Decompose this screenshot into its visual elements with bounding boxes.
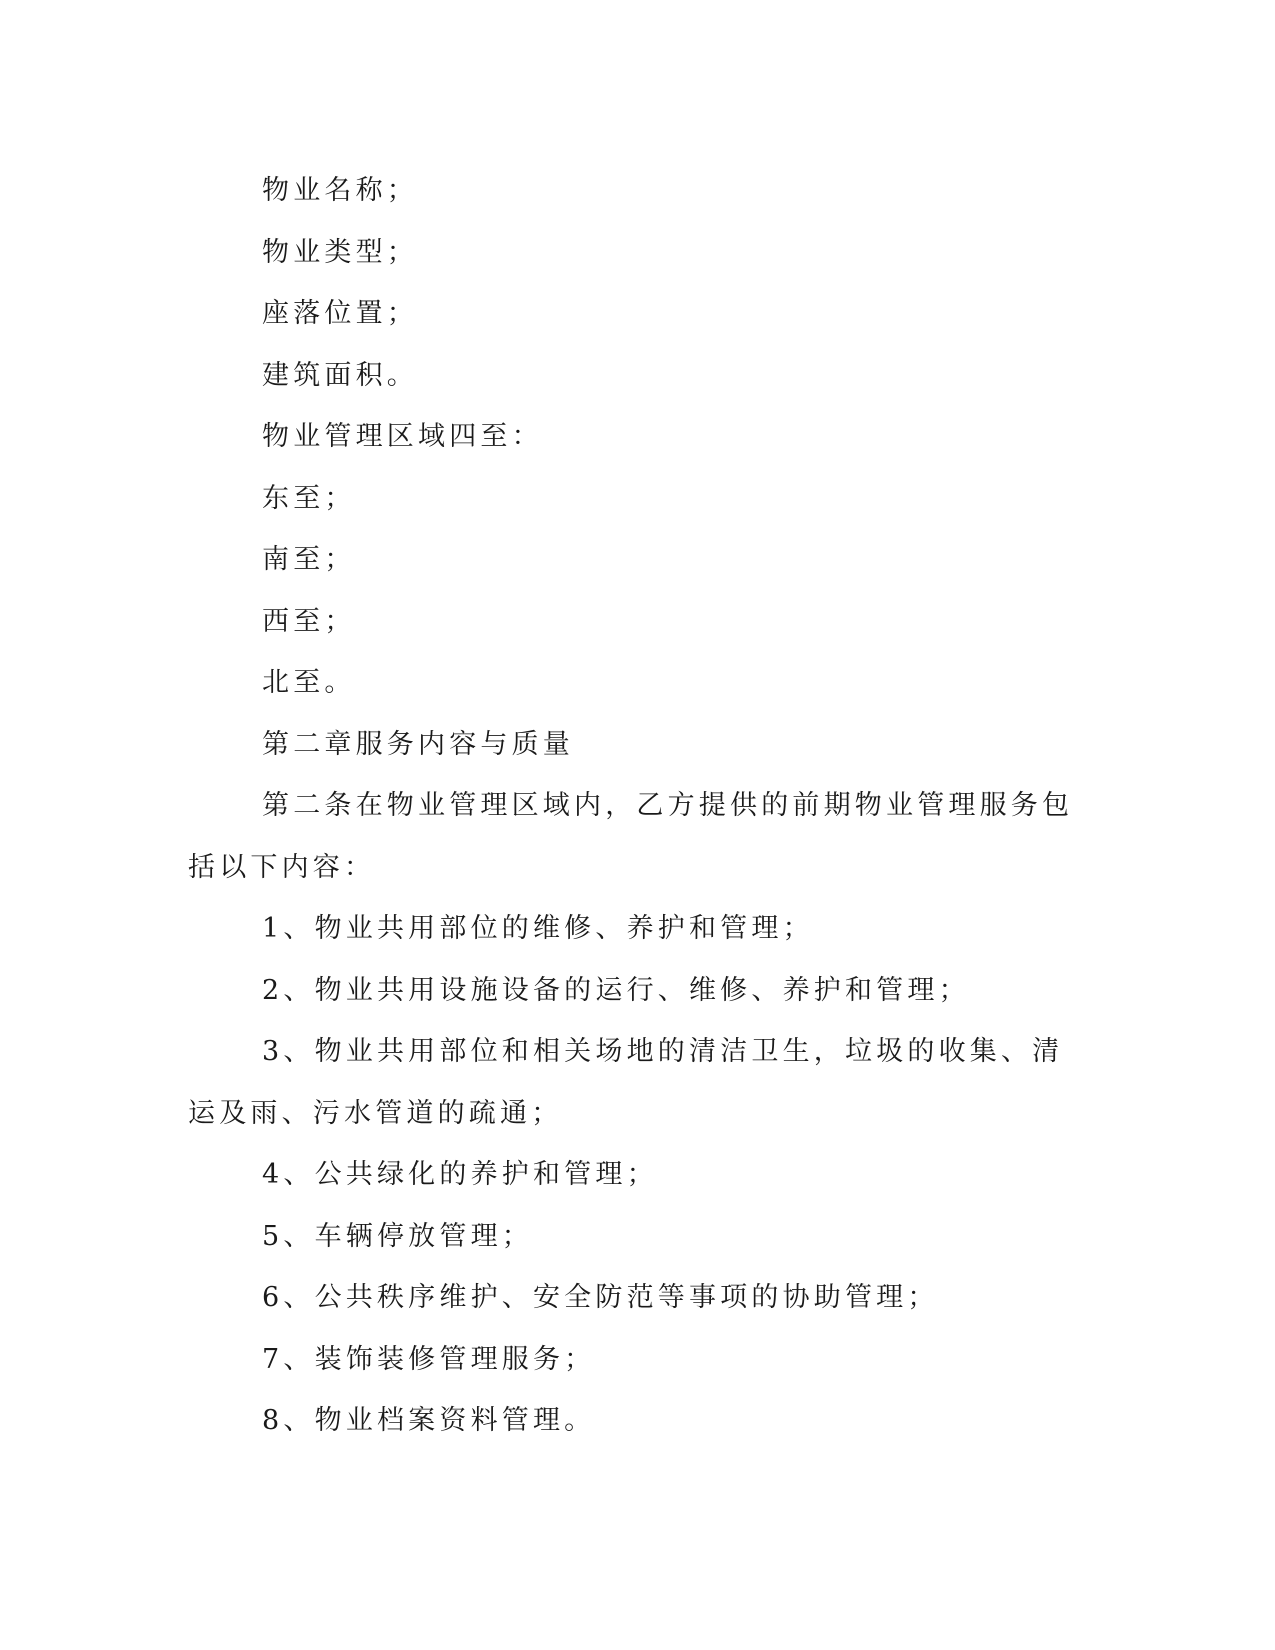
paragraph-east: 东至；	[262, 482, 356, 514]
chapter-heading: 第二章服务内容与质量	[262, 728, 574, 760]
list-item: 8、物业档案资料管理。	[262, 1405, 596, 1436]
paragraph-property-name: 物业名称；	[262, 175, 418, 206]
list-item: 5、车辆停放管理；	[262, 1220, 533, 1252]
list-item: 6、公共秩序维护、安全防范等事项的协助管理；	[262, 1282, 939, 1313]
list-item: 3、物业共用部位和相关场地的清洁卫生，垃圾的收集、清运及雨、污水管道的疏通；	[188, 1036, 1064, 1129]
paragraph-north: 北至。	[262, 667, 356, 698]
paragraph-boundaries: 物业管理区域四至：	[262, 421, 543, 452]
list-item: 1、物业共用部位的维修、养护和管理；	[262, 913, 814, 944]
document-body	[188, 160, 1088, 1452]
paragraph-west: 西至；	[262, 605, 356, 637]
paragraph-article-2: 第二条在物业管理区域内，乙方提供的前期物业管理服务包括以下内容：	[188, 790, 1074, 883]
paragraph-south: 南至；	[262, 544, 356, 575]
list-item: 2、物业共用设施设备的运行、维修、养护和管理；	[262, 974, 970, 1006]
paragraph-building-area: 建筑面积。	[262, 359, 418, 391]
paragraph-location: 座落位置；	[262, 298, 418, 329]
paragraph-property-type: 物业类型；	[262, 236, 418, 268]
list-item: 7、装饰装修管理服务；	[262, 1343, 596, 1375]
list-item: 4、公共绿化的养护和管理；	[262, 1159, 658, 1190]
